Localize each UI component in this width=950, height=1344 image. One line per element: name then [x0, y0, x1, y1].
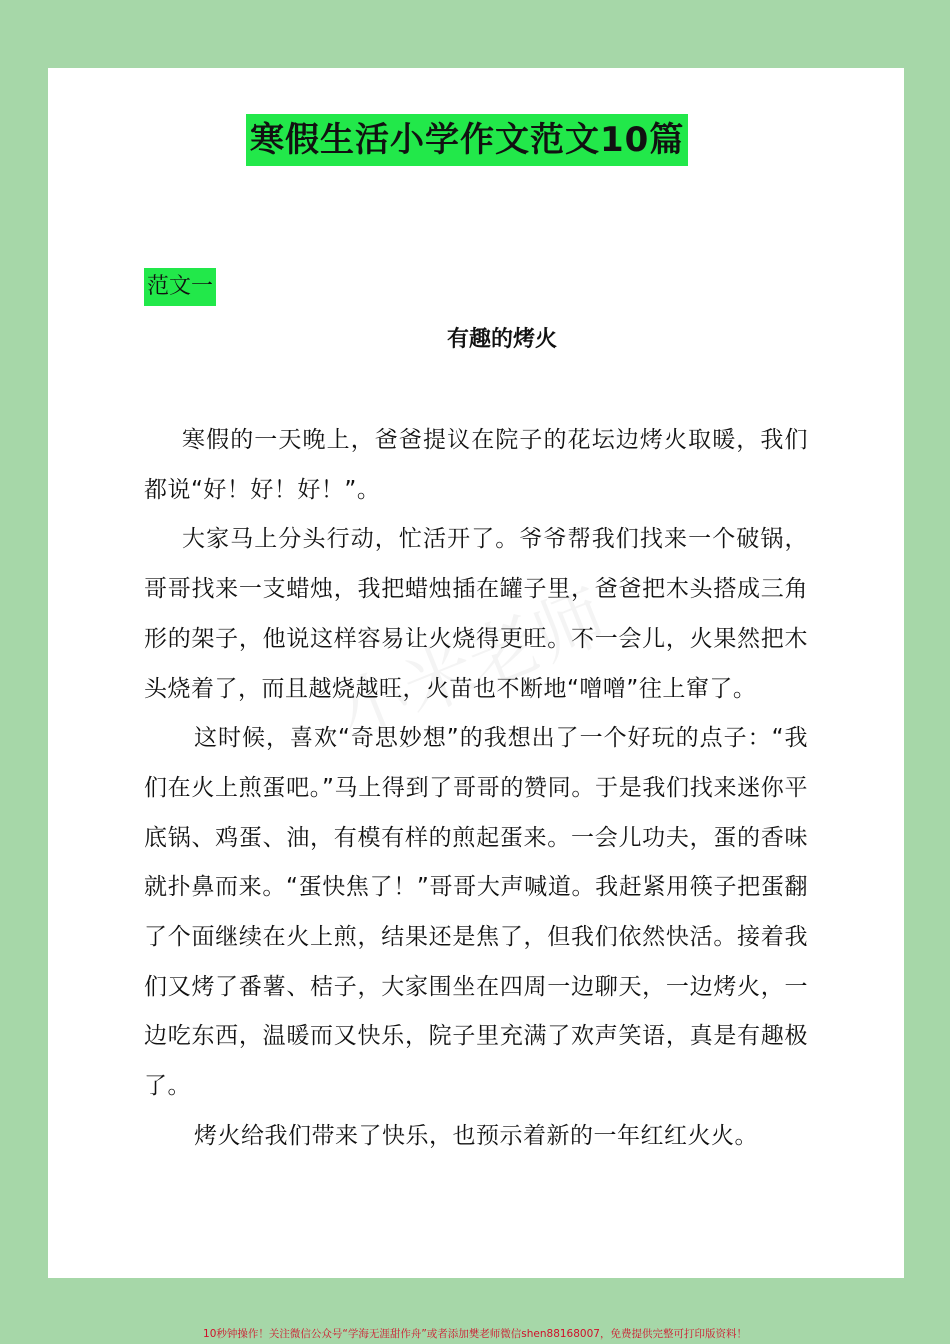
section-label: 范文一: [144, 268, 216, 306]
essay-body: [144, 416, 808, 1162]
paragraph-4: 烤火给我们带来了快乐，也预示着新的一年红红火火。: [194, 1122, 758, 1149]
footer-promo-text: 10秒钟操作！关注微信公众号“学海无涯甜作舟”或者添加樊老师微信shen88168007，免费提供完整可打印版资料！: [203, 1328, 747, 1340]
paragraph-1: 寒假的一天晚上，爸爸提议在院子的花坛边烤火取暖，我们都说“好！好！好！”。: [144, 427, 808, 503]
main-title: 寒假生活小学作文范文10篇: [246, 114, 688, 166]
paragraph-2: 大家马上分头行动，忙活开了。爷爷帮我们找来一个破锅，哥哥找来一支蜡烛，我把蜡烛插在罐子里，爸爸把木头搭成三角形的架子，他说这样容易让火烧得更旺。不一会儿，火果然把木头烧着了，而且越烧越旺，火苗也不断地“噌噌”往上窜了。: [144, 526, 808, 702]
paragraph-3: 这时候，喜欢“奇思妙想”的我想出了一个好玩的点子：“我们在火上煎蛋吧。”马上得到了哥哥的赞同。于是我们找来迷你平底锅、鸡蛋、油，有模有样的煎起蛋来。一会儿功夫，蛋的香味就扑鼻而来。“蛋快焦了！”哥哥大声喊道。我赶紧用筷子把蛋翻了个面继续在火上煎，结果还是焦了，但我们依然快活。接着我们又烤了番薯、桔子，大家围坐在四周一边聊天，一边烤火，一边吃东西，温暖而又快乐，院子里充满了欢声笑语，真是有趣极了。: [144, 725, 808, 1100]
essay-title: 有趣的烤火: [446, 327, 557, 352]
